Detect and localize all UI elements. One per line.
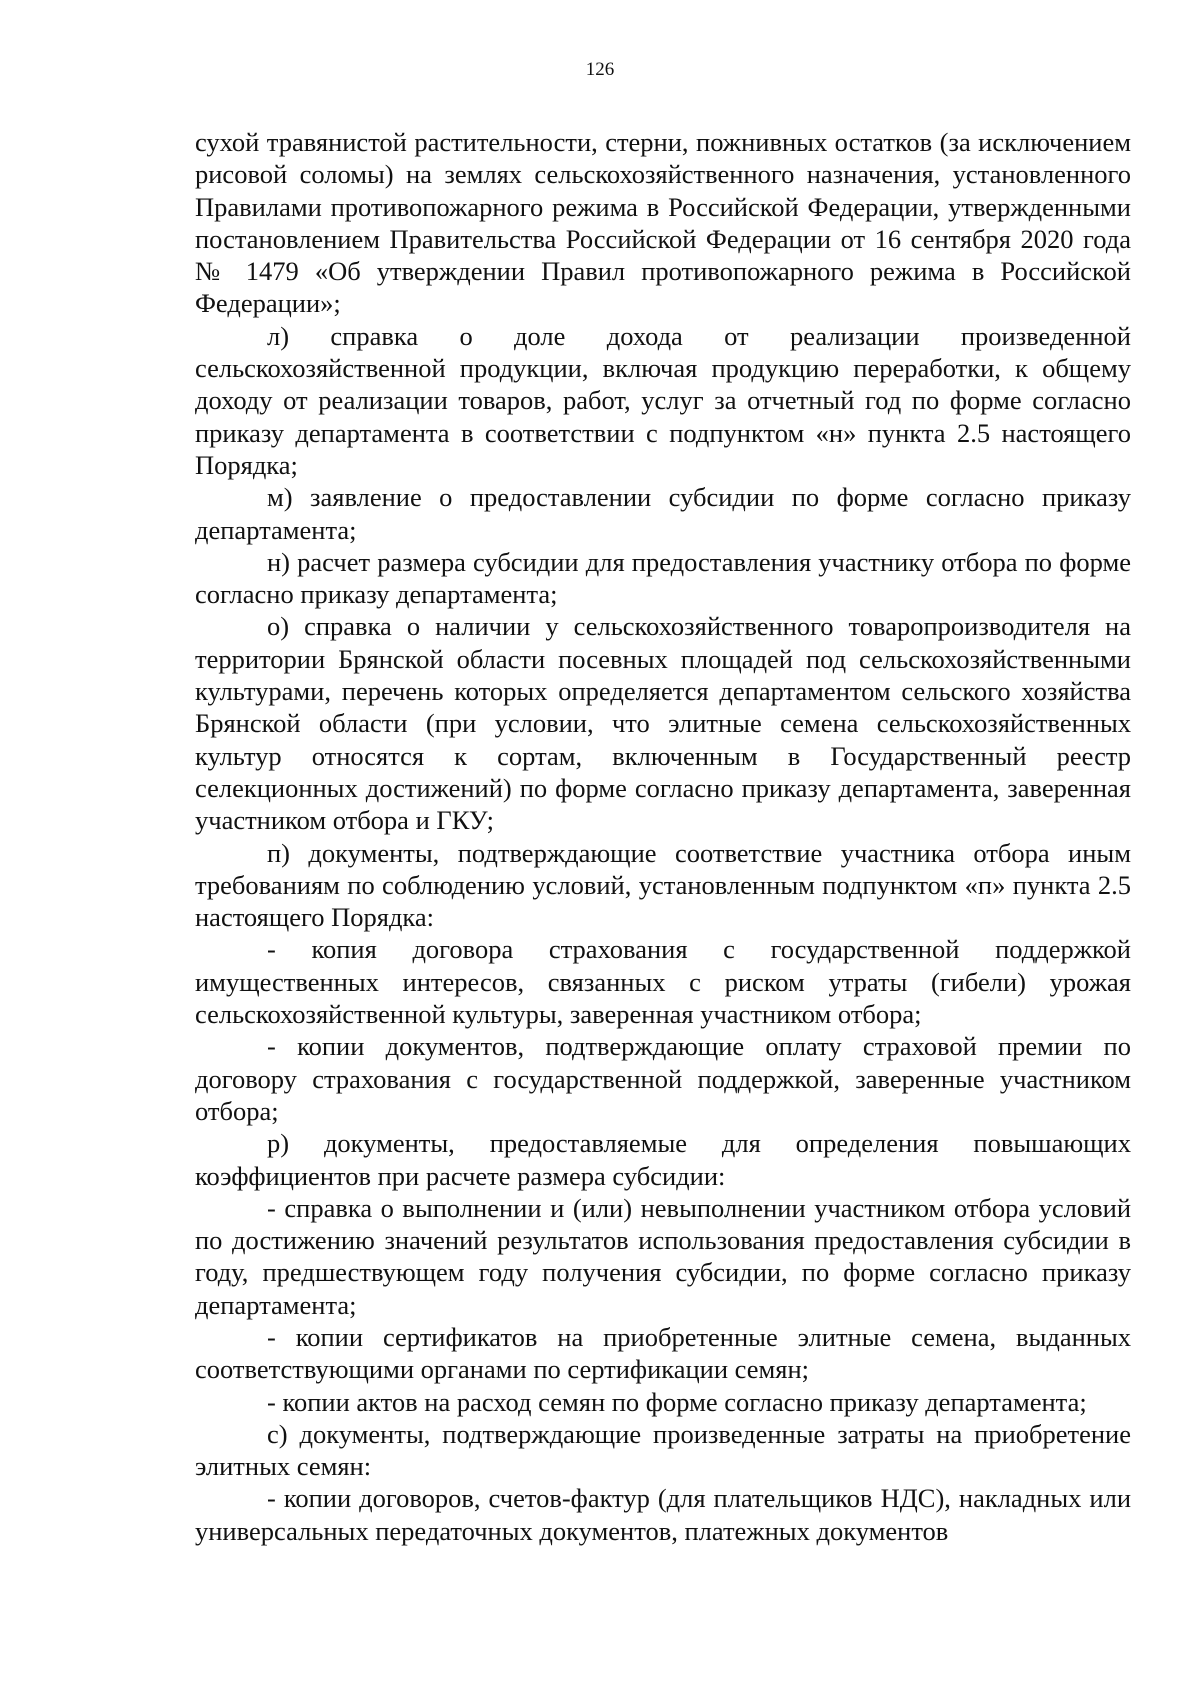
paragraph-item-p-dash-1: - копия договора страхования с государственной поддержкой имущественных интересов, связанных с риском утраты (гибели) урожая сельскохозяйственной культуры, заверенная участником отбора; xyxy=(195,934,1131,1030)
paragraph-item-r-dash-3: - копии актов на расход семян по форме согласно приказу департамента; xyxy=(267,1386,1087,1417)
paragraph-item-m: м) заявление о предоставлении субсидии по форме согласно приказу департамента; xyxy=(195,482,1131,545)
paragraph-continuation: сухой травянистой растительности, стерни, пожнивных остатков (за исключением рисовой соломы) на землях сельскохозяйственного назначения, установленного Правилами противопожарного режима в Российской Федерации, утвержденными постановлением Правительства Российской Федерации от 16 сентября 2020 года № 1479 «Об утверждении Правил противопожарного режима в Российской Федерации»; xyxy=(195,127,1131,319)
paragraph-item-r-dash-1: - справка о выполнении и (или) невыполнении участником отбора условий по достижению значений результатов использования предоставления субсидии в году, предшествующем году получения субсидии, по форме согласно приказу департамента; xyxy=(195,1192,1131,1320)
page-number: 126 xyxy=(585,59,615,80)
paragraph-item-o: о) справка о наличии у сельскохозяйственного товаропроизводителя на территории Брянской области посевных площадей под сельскохозяйственными культурами, перечень которых определяется департаментом сельского хозяйства Брянской области (при условии, что элитные семена сельскохозяйственных культур относятся к сортам, включенным в Государственный реестр селекционных достижений) по форме согласно приказу департамента, заверенная участником отбора и ГКУ; xyxy=(195,611,1131,836)
paragraph-item-l: л) справка о доле дохода от реализации произведенной сельскохозяйственной продукции, включая продукцию переработки, к общему доходу от реализации товаров, работ, услуг за отчетный год по форме согласно приказу департамента в соответствии с подпунктом «н» пункта 2.5 настоящего Порядка; xyxy=(195,320,1131,480)
paragraph-item-r-dash-2: - копии сертификатов на приобретенные элитные семена, выданных соответствующими органами по сертификации семян; xyxy=(195,1321,1131,1385)
document-body xyxy=(195,126,1131,1547)
paragraph-item-p: п) документы, подтверждающие соответствие участника отбора иным требованиям по соблюдению условий, установленным подпунктом «п» пункта 2.5 настоящего Порядка: xyxy=(195,837,1131,933)
paragraph-item-n: н) расчет размера субсидии для предоставления участнику отбора по форме согласно приказу департамента; xyxy=(195,546,1131,610)
paragraph-item-s: с) документы, подтверждающие произведенные затраты на приобретение элитных семян: xyxy=(195,1418,1131,1482)
paragraph-item-p-dash-2: - копии документов, подтверждающие оплату страховой премии по договору страхования с государственной поддержкой, заверенные участником отбора; xyxy=(195,1031,1131,1126)
paragraph-item-s-dash-1: - копии договоров, счетов-фактур (для плательщиков НДС), накладных или универсальных передаточных документов, платежных документов xyxy=(195,1483,1131,1546)
paragraph-item-r: р) документы, предоставляемые для определения повышающих коэффициентов при расчете размера субсидии: xyxy=(195,1128,1131,1191)
